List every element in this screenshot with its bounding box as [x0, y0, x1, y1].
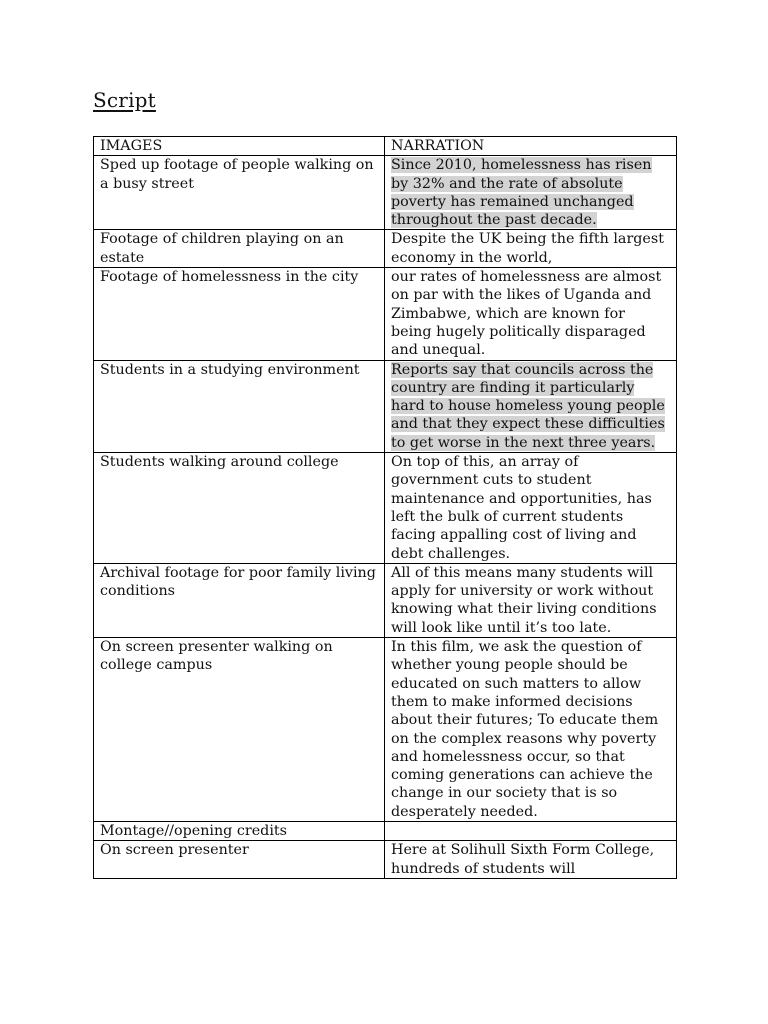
narration-text-highlighted: Reports say that councils across the country are finding it particularly hard to house homeless young people and that they expect these difficulties to get worse in the next three years.: [391, 361, 665, 451]
table-row: [94, 230, 677, 268]
table-row: [94, 563, 677, 637]
table-row: [94, 821, 677, 840]
images-cell: Montage//opening credits: [94, 821, 385, 840]
table-row: [94, 638, 677, 822]
narration-cell: Here at Solihull Sixth Form College, hundreds of students will: [385, 841, 677, 879]
narration-cell: On top of this, an array of government cuts to student maintenance and opportunities, has left the bulk of current students facing appalling cost of living and debt challenges.: [385, 453, 677, 564]
images-cell: Footage of homelessness in the city: [94, 268, 385, 360]
images-cell: On screen presenter: [94, 841, 385, 879]
images-cell: Students walking around college: [94, 453, 385, 564]
table-row: [94, 841, 677, 879]
images-cell: Archival footage for poor family living conditions: [94, 563, 385, 637]
table-row: [94, 156, 677, 230]
table-header-row: [94, 137, 677, 156]
images-cell: Sped up footage of people walking on a busy street: [94, 156, 385, 230]
narration-cell: [385, 821, 677, 840]
narration-cell: [385, 156, 677, 230]
table-row: [94, 268, 677, 360]
narration-cell: [385, 360, 677, 452]
narration-text-highlighted: Since 2010, homelessness has risen by 32% and the rate of absolute poverty has remained unchanged throughout the past decade.: [391, 157, 652, 229]
page-title: Script: [93, 88, 156, 112]
images-cell: Footage of children playing on an estate: [94, 230, 385, 268]
images-cell: Students in a studying environment: [94, 360, 385, 452]
script-table: [93, 136, 677, 879]
narration-cell: All of this means many students will apply for university or work without knowing what their living conditions will look like until it’s too late.: [385, 563, 677, 637]
header-images: IMAGES: [94, 137, 385, 156]
header-narration: NARRATION: [385, 137, 677, 156]
narration-cell: Despite the UK being the fifth largest economy in the world,: [385, 230, 677, 268]
table-row: [94, 360, 677, 452]
table-row: [94, 453, 677, 564]
narration-cell: our rates of homelessness are almost on par with the likes of Uganda and Zimbabwe, which are known for being hugely politically disparaged and unequal.: [385, 268, 677, 360]
images-cell: On screen presenter walking on college campus: [94, 638, 385, 822]
narration-cell: In this film, we ask the question of whether young people should be educated on such matters to allow them to make informed decisions about their futures; To educate them on the complex reasons why poverty and homelessness occur, so that coming generations can achieve the change in our society that is so desperately needed.: [385, 638, 677, 822]
